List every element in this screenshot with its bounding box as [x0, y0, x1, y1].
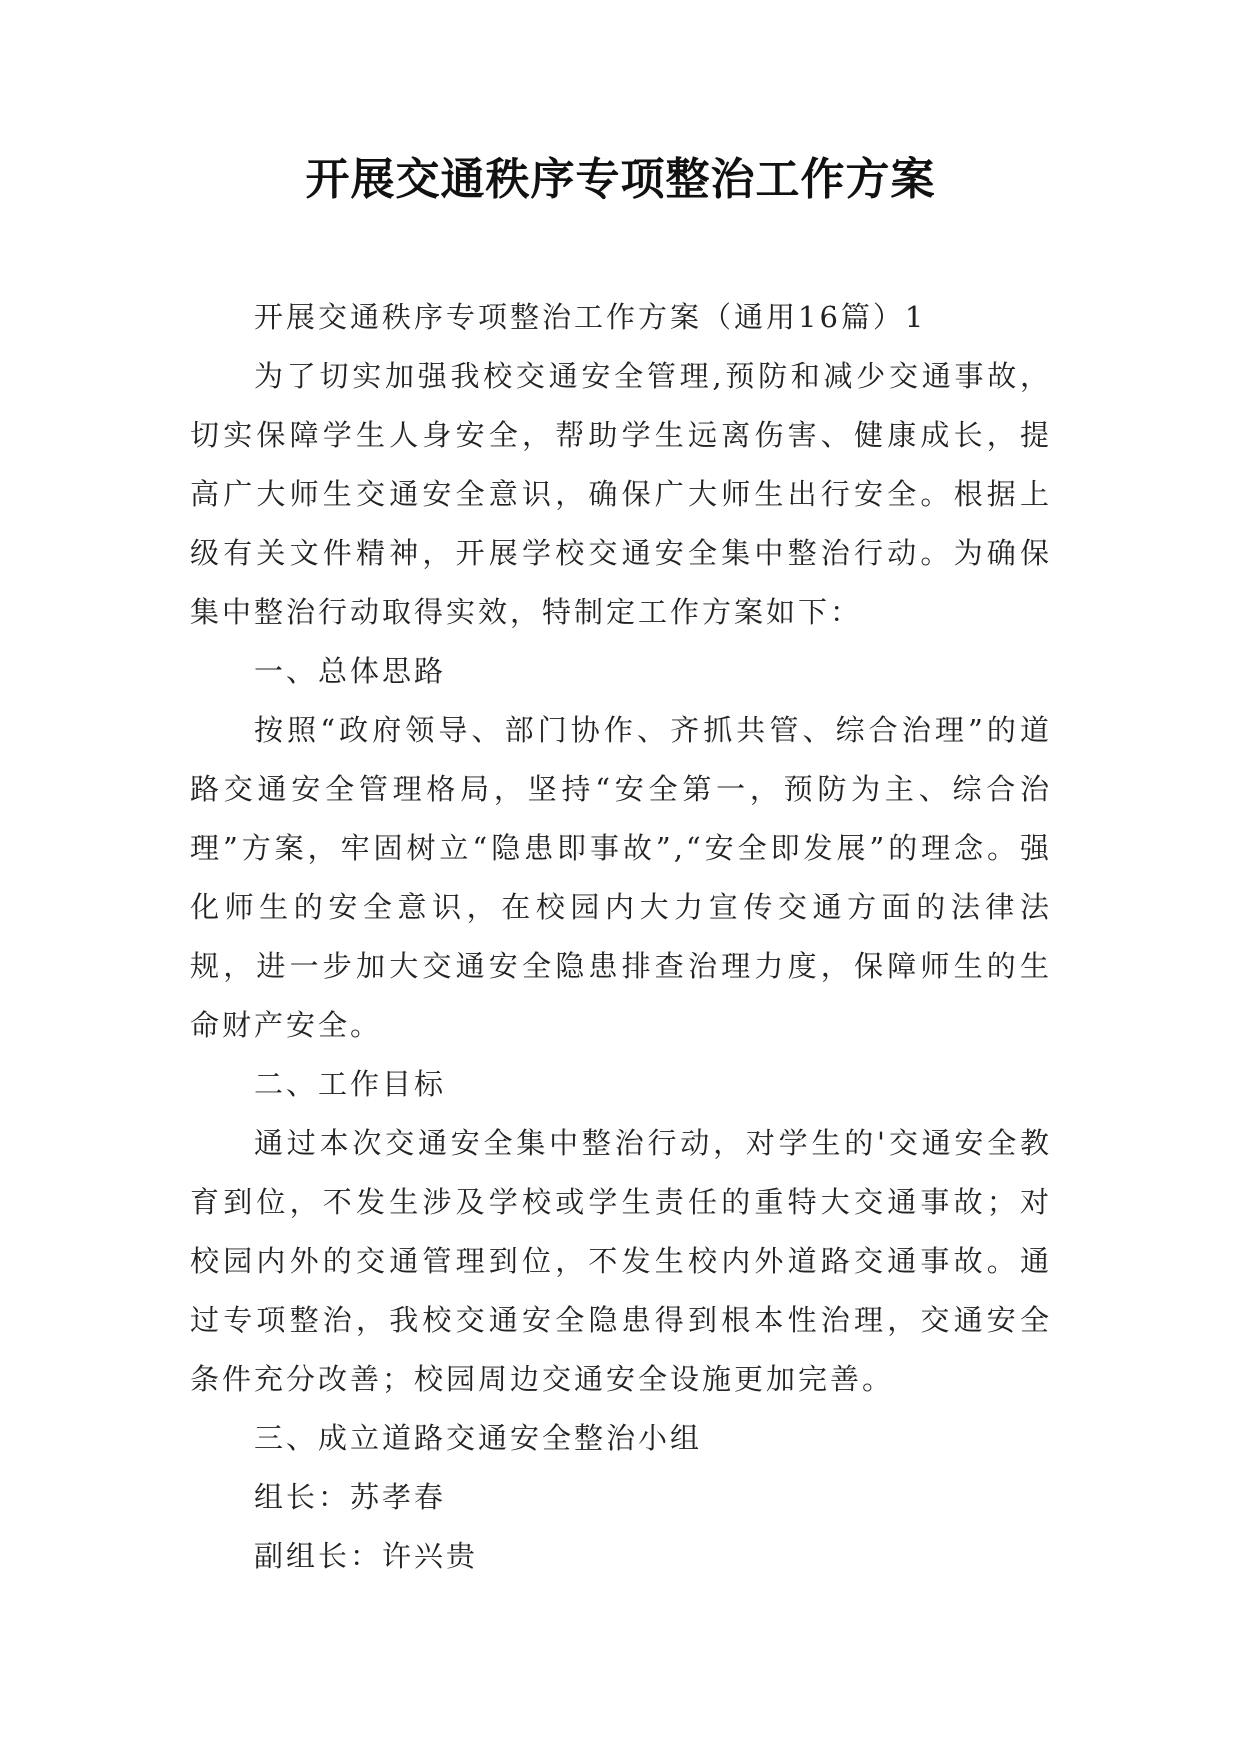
section-2-paragraph: 通过本次交通安全集中整治行动，对学生的'交通安全教育到位，不发生涉及学校或学生责任的重特大交通事故；对校园内外的交通管理到位，不发生校内外道路交通事故。通过专项整治，我校交通安全隐患得到根本性治理，交通安全条件充分改善；校园周边交通安全设施更加完善。 — [190, 1126, 1052, 1396]
section-heading-1: 一、总体思路 — [254, 654, 447, 688]
section-heading-2: 二、工作目标 — [254, 1067, 447, 1101]
document-title: 开展交通秩序专项整治工作方案 — [305, 154, 936, 205]
group-leader-line: 组长：苏孝春 — [254, 1480, 447, 1514]
document-body — [190, 288, 1052, 1586]
deputy-leader-line: 副组长：许兴贵 — [254, 1539, 479, 1573]
subtitle-line: 开展交通秩序专项整治工作方案（通用16篇）1 — [254, 300, 927, 334]
section-heading-3: 三、成立道路交通安全整治小组 — [254, 1421, 703, 1455]
intro-paragraph: 为了切实加强我校交通安全管理,预防和减少交通事故，切实保障学生人身安全，帮助学生远离伤害、健康成长，提高广大师生交通安全意识，确保广大师生出行安全。根据上级有关文件精神，开展学校交通安全集中整治行动。为确保集中整治行动取得实效，特制定工作方案如下： — [190, 359, 1052, 629]
section-1-paragraph: 按照“政府领导、部门协作、齐抓共管、综合治理”的道路交通安全管理格局，坚持“安全第一，预防为主、综合治理”方案，牢固树立“隐患即事故”,“安全即发展”的理念。强化师生的安全意识，在校园内大力宣传交通方面的法律法规，进一步加大交通安全隐患排查治理力度，保障师生的生命财产安全。 — [190, 713, 1052, 1042]
